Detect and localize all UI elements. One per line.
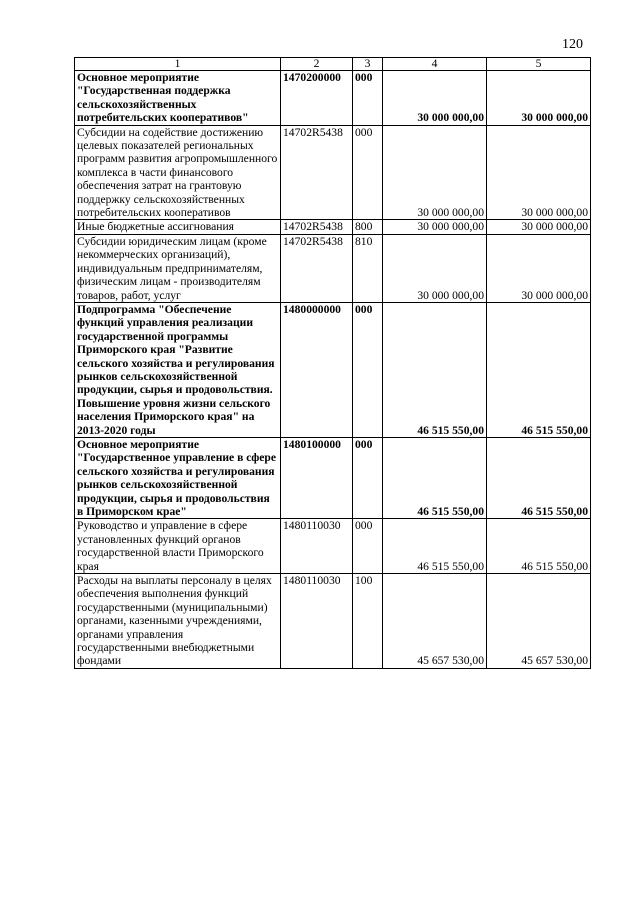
amount-cell: 30 000 000,00 bbox=[383, 71, 487, 126]
amount-cell: 45 657 530,00 bbox=[383, 574, 487, 669]
row-name-cell: Основное мероприятие "Государственная поддержка сельскохозяйственных потребительских кооперативов" bbox=[75, 71, 281, 126]
expense-type-cell: 000 bbox=[353, 519, 383, 574]
target-code-cell: 1480110030 bbox=[281, 574, 353, 669]
expense-type-cell: 810 bbox=[353, 234, 383, 302]
amount-cell: 30 000 000,00 bbox=[487, 220, 591, 234]
amount-cell: 46 515 550,00 bbox=[487, 519, 591, 574]
target-code-cell: 1480110030 bbox=[281, 519, 353, 574]
table-row bbox=[75, 71, 591, 126]
target-code-cell: 1470200000 bbox=[281, 71, 353, 126]
row-name-cell: Иные бюджетные ассигнования bbox=[75, 220, 281, 234]
amount-cell: 45 657 530,00 bbox=[487, 574, 591, 669]
amount-cell: 30 000 000,00 bbox=[383, 125, 487, 220]
amount-cell: 46 515 550,00 bbox=[487, 437, 591, 518]
target-code-cell: 14702R5438 bbox=[281, 234, 353, 302]
table-row bbox=[75, 220, 591, 234]
row-name-cell: Подпрограмма "Обеспечение функций управления реализации государственной программы Приморского края "Развитие сельского хозяйства и регулирования рынков сельскохозяйственной продукции, сырья и продовольствия. Повышение уровня жизни сельского населения Приморского края" на 2013-2020 годы bbox=[75, 302, 281, 437]
table-row bbox=[75, 574, 591, 669]
table-header-row bbox=[75, 58, 591, 71]
target-code-cell: 1480100000 bbox=[281, 437, 353, 518]
amount-cell: 30 000 000,00 bbox=[383, 234, 487, 302]
row-name-cell: Руководство и управление в сфере установленных функций органов государственной власти Приморского края bbox=[75, 519, 281, 574]
row-name-cell: Основное мероприятие "Государственное управление в сфере сельского хозяйства и регулирования рынков сельскохозяйственной продукции, сырья и продовольствия в Приморском крае" bbox=[75, 437, 281, 518]
row-name-cell: Субсидии на содействие достижению целевых показателей региональных программ развития агропромышленного комплекса в части финансового обеспечения затрат на грантовую поддержку сельскохозяйственных потребительских кооперативов bbox=[75, 125, 281, 220]
amount-cell: 46 515 550,00 bbox=[383, 519, 487, 574]
amount-cell: 30 000 000,00 bbox=[487, 71, 591, 126]
expense-type-cell: 000 bbox=[353, 302, 383, 437]
amount-cell: 30 000 000,00 bbox=[383, 220, 487, 234]
column-header: 5 bbox=[487, 58, 591, 71]
row-name-cell: Расходы на выплаты персоналу в целях обеспечения выполнения функций государственными (муниципальными) органами, казенными учреждениями, органами управления государственными внебюджетными фондами bbox=[75, 574, 281, 669]
amount-cell: 46 515 550,00 bbox=[383, 302, 487, 437]
table-row bbox=[75, 519, 591, 574]
row-name-cell: Субсидии юридическим лицам (кроме некоммерческих организаций), индивидуальным предпринимателям, физическим лицам - производителям товаров, работ, услуг bbox=[75, 234, 281, 302]
table-row bbox=[75, 234, 591, 302]
column-header: 2 bbox=[281, 58, 353, 71]
target-code-cell: 14702R5438 bbox=[281, 220, 353, 234]
table-row bbox=[75, 302, 591, 437]
expense-type-cell: 100 bbox=[353, 574, 383, 669]
column-header: 1 bbox=[75, 58, 281, 71]
budget-table bbox=[74, 57, 591, 669]
expense-type-cell: 800 bbox=[353, 220, 383, 234]
target-code-cell: 1480000000 bbox=[281, 302, 353, 437]
column-header: 3 bbox=[353, 58, 383, 71]
expense-type-cell: 000 bbox=[353, 437, 383, 518]
table-row bbox=[75, 125, 591, 220]
page-number: 120 bbox=[562, 37, 583, 52]
amount-cell: 46 515 550,00 bbox=[487, 302, 591, 437]
amount-cell: 30 000 000,00 bbox=[487, 234, 591, 302]
expense-type-cell: 000 bbox=[353, 125, 383, 220]
column-header: 4 bbox=[383, 58, 487, 71]
target-code-cell: 14702R5438 bbox=[281, 125, 353, 220]
table-row bbox=[75, 437, 591, 518]
amount-cell: 46 515 550,00 bbox=[383, 437, 487, 518]
expense-type-cell: 000 bbox=[353, 71, 383, 126]
amount-cell: 30 000 000,00 bbox=[487, 125, 591, 220]
